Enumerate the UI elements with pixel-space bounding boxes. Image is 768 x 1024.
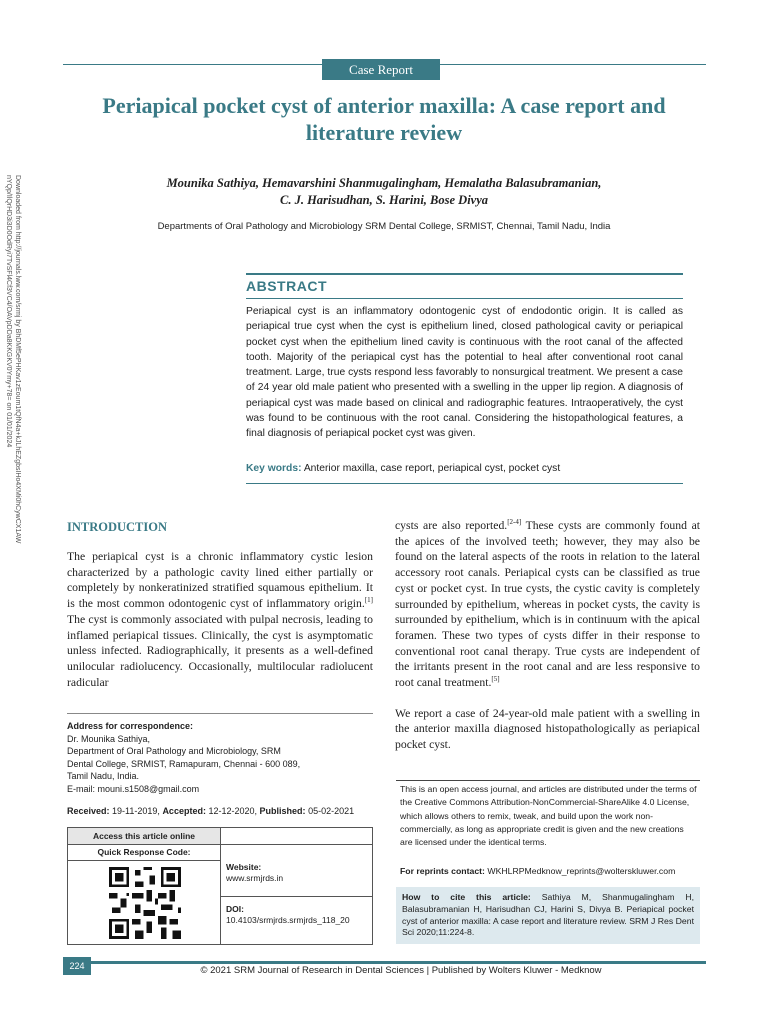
footer-rule (63, 961, 706, 964)
watermark-line-2: nYQp/IlQrHD3i3D0OdRyi7TvSFl4Cf3VC4/OAVpDDa8KKGKV0Ymy+78= on 01/01/2024 (5, 175, 12, 448)
correspondence-rule (67, 713, 373, 714)
abstract-bottom-rule (246, 483, 683, 484)
article-type-badge: Case Report (322, 59, 440, 80)
correspondence-email[interactable]: E-mail: mouni.s1508@gmail.com (67, 783, 200, 794)
reprints-email[interactable]: WKHLRPMedknow_reprints@wolterskluwer.com (487, 866, 676, 876)
correspondence-name: Dr. Mounika Sathiya, (67, 733, 151, 744)
access-header: Access this article online (68, 828, 221, 845)
intro-paragraph-2: We report a case of 24-year-old male patient with a swelling in the anterior maxilla diagnosed histopathologically as periapical pocket cyst. (395, 706, 700, 752)
abstract-heading-rule (246, 298, 683, 299)
author-list (60, 175, 708, 209)
citation-ref[interactable]: [1] (364, 596, 373, 605)
citation-ref[interactable]: [5] (491, 675, 500, 684)
body-column-right (395, 518, 700, 753)
website-block (226, 862, 366, 884)
correspondence-line-2: Dental College, SRMIST, Ramapuram, Chennai - 600 089, (67, 758, 301, 769)
reprints-contact (400, 866, 698, 876)
intro-paragraph-1: The periapical cyst is a chronic inflammatory cystic lesion characterized by a pathologic cavity lined either partially or completely by nonkeratinized stratified squamous epithelium. It is the most common odontogenic cyst of inflammatory origin.[1] The cyst is commonly associated with pulpal necrosis, leading to inflamed periapical tissues. Clinically, the cyst is asymptomatic unless infected. Radiographically, it presents as a well-defined unilocular radiolucency. Occasionally, multilocular radiolucent radicular (67, 550, 373, 689)
abstract-body: Periapical cyst is an inflammatory odontogenic cyst of endodontic origin. It is called as periapical true cyst when the cyst is epithelium lined, closed pathological cavity or periapical pocket cyst when the epithelium lined cavity is continuous with the root canal of the affected tooth. Majority of the periapical cyst has the potential to heal after conventional root canal treatment. Large, true cysts respond less favorably to nonsurgical treatment. We present a case of 24 year old male patient who presented with a swelling in the upper lip region. A diagnosis of periapical cyst was made based on clinical and radiographic features. Intraoperatively, the cyst was found to be continuous with the root canal. Considering the histopathological features, a final diagnosis of periapical pocket cyst was given. (246, 306, 683, 440)
author-line-2: C. J. Harisudhan, S. Harini, Bose Divya (279, 193, 489, 207)
access-article-box (67, 827, 373, 945)
correspondence-line-3: Tamil Nadu, India. (67, 771, 140, 781)
doi-block (226, 904, 371, 926)
correspondence-line-1: Department of Oral Pathology and Microbiology, SRM (67, 746, 281, 756)
affiliation: Departments of Oral Pathology and Microbiology SRM Dental College, SRMIST, Chennai, Tamil Nadu, India (157, 221, 611, 232)
publication-dates: Received: 19-11-2019, Accepted: 12-12-2020, Published: 05-02-2021 (67, 806, 355, 816)
keywords (246, 463, 683, 474)
keywords-label: Key words: (246, 463, 302, 474)
introduction-heading: INTRODUCTION (67, 520, 168, 534)
citation-ref[interactable]: [2-4] (507, 518, 522, 527)
abstract-top-rule (246, 273, 683, 275)
reprints-label: For reprints contact: (400, 866, 485, 876)
watermark-line-1: Downloaded from http://journals.lww.com/srmj by BhDMf5ePHKav1zEoum1tQfN4a+kJLhEZgbsIHo4XMi0hCywCX1AW (14, 175, 21, 544)
qr-label: Quick Response Code: (68, 845, 221, 861)
author-line-1: Mounika Sathiya, Hemavarshini Shanmugalingham, Hemalatha Balasubramanian, (166, 176, 602, 190)
page-number: 224 (63, 957, 91, 975)
intro-paragraph-1-cont: cysts are also reported.[2-4] These cysts are commonly found at the apices of the involved teeth; however, they may also be found on the lateral aspects of the roots in relation to the lateral accessory root canals. Periapical cysts can be classified as true cyst or pocket cyst. In true cysts, the cystic cavity is completely surrounded by epithelium, whereas in pocket cysts, the cavity is surrounded by epithelium, which is in continuum with the apical foramen. These two types of cysts differ in their response to conventional root canal therapy. True cysts are independent of the irritants present in the root canal and are less responsive to root canal treatment.[5] (395, 518, 701, 690)
cite-label: How to cite this article: (402, 892, 531, 902)
cite-text: Sathiya M, Shanmugalingham H, Balasubramanian H, Harisudhan CJ, Harini S, Divya B. Periapical pocket cyst of anterior maxilla: A case report and literature review. SRM J Res Dent Sci 2020;11:224-8. (402, 892, 695, 938)
body-column-left (67, 549, 373, 690)
qr-code-icon[interactable] (109, 867, 181, 939)
abstract-heading: ABSTRACT (246, 278, 327, 294)
footer-copyright: © 2021 SRM Journal of Research in Dental Sciences | Published by Wolters Kluwer - Medknow (200, 965, 602, 976)
website-label: Website: (226, 862, 262, 872)
article-title: Periapical pocket cyst of anterior maxilla: A case report and literature review (102, 93, 666, 145)
correspondence-block (67, 720, 373, 795)
open-access-notice: This is an open access journal, and articles are distributed under the terms of the Creative Commons Attribution-NonCommercial-ShareAlike 4.0 License, which allows others to remix, tweak, and build upon the work non-commercially, as long as appropriate credit is given and the new creations are licensed under the identical terms. (400, 784, 697, 848)
keywords-list: Anterior maxilla, case report, periapical cyst, pocket cyst (303, 463, 561, 474)
doi-label: DOI: (226, 904, 244, 914)
download-watermark (0, 175, 28, 655)
open-access-rule (396, 780, 700, 781)
doi-link[interactable]: 10.4103/srmjrds.srmjrds_118_20 (226, 915, 350, 925)
correspondence-label: Address for correspondence: (67, 721, 194, 731)
how-to-cite-box (396, 887, 700, 944)
website-link[interactable]: www.srmjrds.in (226, 873, 284, 883)
